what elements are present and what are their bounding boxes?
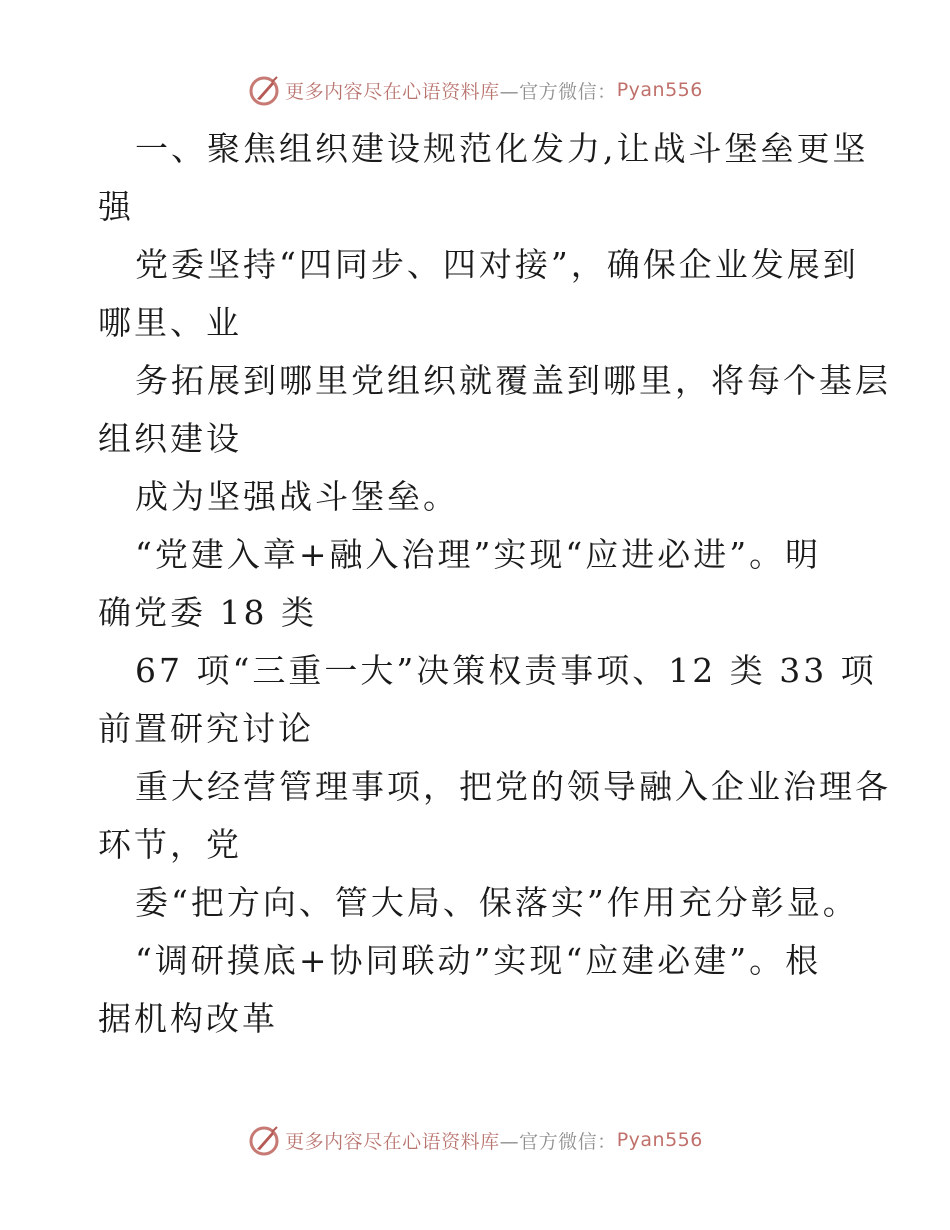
text-line: “调研摸底+协同联动”实现“应建必建”。根 (135, 941, 822, 980)
text-line: 环节，党 (98, 825, 242, 864)
header-watermark (0, 70, 950, 110)
text-line: 一、聚焦组织建设规范化发力,让战斗堡垒更坚 (135, 129, 869, 168)
watermark-tail-text: —官方微信： (499, 80, 617, 103)
text-line: 确党委 18 类 (98, 593, 317, 632)
watermark-lead-text: 更多内容尽在心语资料库 (285, 80, 500, 103)
text-line: 务拓展到哪里党组织就覆盖到哪里，将每个基层 (135, 361, 891, 400)
text-line: 67 项“三重一大”决策权责事项、12 类 33 项 (135, 651, 877, 690)
watermark-wechat-id: Pyan556 (616, 79, 703, 101)
watermark-tail-text: —官方微信： (499, 1130, 617, 1153)
text-line: 委“把方向、管大局、保落实”作用充分彰显。 (135, 883, 859, 922)
text-line: 前置研究讨论 (98, 709, 314, 748)
text-line: 组织建设 (98, 419, 242, 458)
quill-logo-icon (247, 1123, 281, 1157)
text-line: 据机构改革 (98, 999, 278, 1038)
text-line: 哪里、业 (98, 303, 242, 342)
quill-logo-icon (247, 73, 281, 107)
text-line: 党委坚持“四同步、四对接”，确保企业发展到 (135, 245, 859, 284)
text-line: “党建入章+融入治理”实现“应进必进”。明 (135, 535, 822, 574)
text-line: 强 (98, 187, 134, 226)
text-line: 成为坚强战斗堡垒。 (135, 477, 459, 516)
watermark-lead-text: 更多内容尽在心语资料库 (285, 1130, 500, 1153)
footer-watermark (0, 1120, 950, 1160)
document-body (98, 120, 891, 1048)
text-line: 重大经营管理事项，把党的领导融入企业治理各 (135, 767, 891, 806)
watermark-wechat-id: Pyan556 (616, 1129, 703, 1151)
